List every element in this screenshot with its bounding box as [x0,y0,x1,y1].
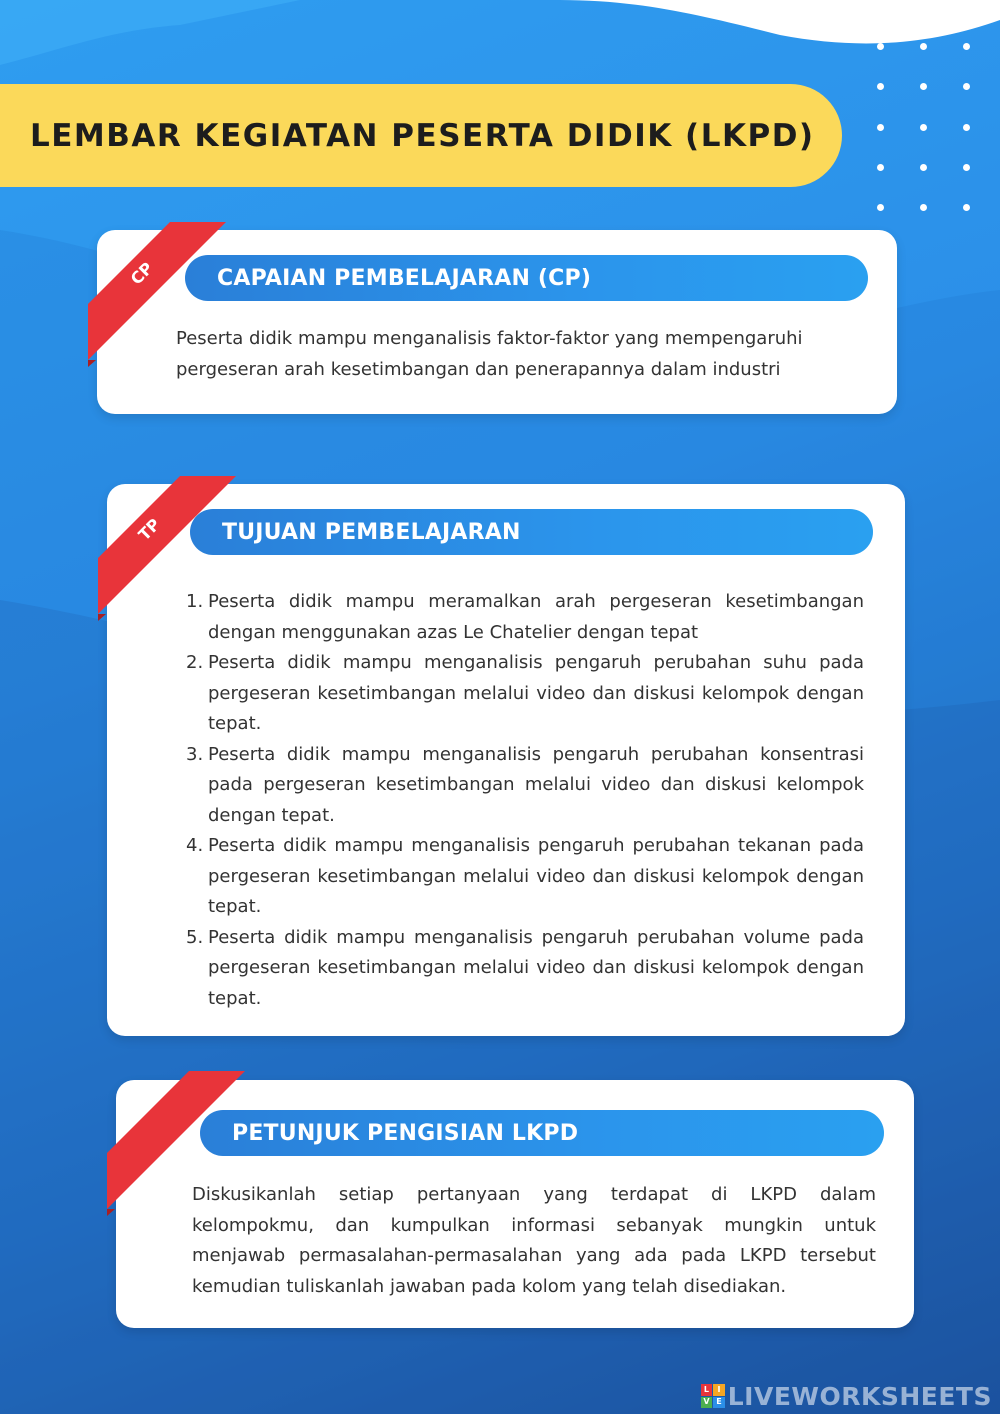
liveworksheets-watermark [701,1382,992,1410]
list-item [186,923,864,1015]
watermark-text: LIVEWORKSHEETS [727,1381,992,1411]
cp-heading: CAPAIAN PEMBELAJARAN (CP) [217,265,592,291]
cp-text: Peserta didik mampu menganalisis faktor-faktor yang mempengaruhi pergeseran arah kesetimbangan dan penerapannya dalam industri [176,328,803,380]
list-item-text: Peserta didik mampu menganalisis pengaruh perubahan konsentrasi pada pergeseran kesetimbangan melalui video dan diskusi kelompok dengan tepat. [208,743,864,826]
list-item-number: 2. [186,652,204,673]
petunjuk-heading: PETUNJUK PENGISIAN LKPD [232,1120,579,1146]
tp-list [186,587,864,1014]
list-item-number: 3. [186,743,204,765]
page-title: LEMBAR KEGIATAN PESERTA DIDIK (LKPD) [30,117,815,154]
list-item [186,740,864,832]
tp-ribbon-label: TP [134,514,165,545]
logo-letter: V [701,1397,713,1409]
cp-heading-bar [185,255,868,301]
logo-letter: L [701,1384,713,1396]
liveworksheets-logo-icon [701,1384,725,1408]
list-item-text: Peserta didik mampu menganalisis pengaruh perubahan suhu pada pergeseran kesetimbangan melalui video dan diskusi kelompok dengan tepat. [208,652,864,734]
cp-ribbon-label: CP [126,258,157,289]
tp-heading: TUJUAN PEMBELAJARAN [222,519,521,545]
list-item-text: Peserta didik mampu menganalisis pengaruh perubahan volume pada pergeseran kesetimbangan melalui video dan diskusi kelompok dengan tepat. [208,926,864,1009]
decorative-dots [870,36,980,216]
petunjuk-heading-bar [200,1110,884,1156]
list-item-number: 1. [186,591,204,612]
logo-letter: E [713,1397,725,1409]
list-item-text: Peserta didik mampu menganalisis pengaruh perubahan tekanan pada pergeseran kesetimbangan melalui video dan diskusi kelompok dengan tepat. [208,835,864,917]
list-item-text: Peserta didik mampu meramalkan arah pergeseran kesetimbangan dengan menggunakan azas Le Chatelier dengan tepat [208,591,864,643]
list-item [186,648,864,740]
list-item [186,587,864,648]
logo-letter: I [713,1384,725,1396]
tp-heading-bar [190,509,873,555]
tp-list-container [186,587,864,1014]
title-banner [0,84,842,187]
list-item-number: 5. [186,926,204,948]
list-item-number: 4. [186,835,204,856]
petunjuk-text: Diskusikanlah setiap pertanyaan yang terdapat di LKPD dalam kelompokmu, dan kumpulkan informasi sebanyak mungkin untuk menjawab permasalahan-permasalahan yang ada pada LKPD tersebut kemudian tuliskanlah jawaban pada kolom yang telah disediakan. [192,1184,876,1297]
list-item [186,831,864,923]
